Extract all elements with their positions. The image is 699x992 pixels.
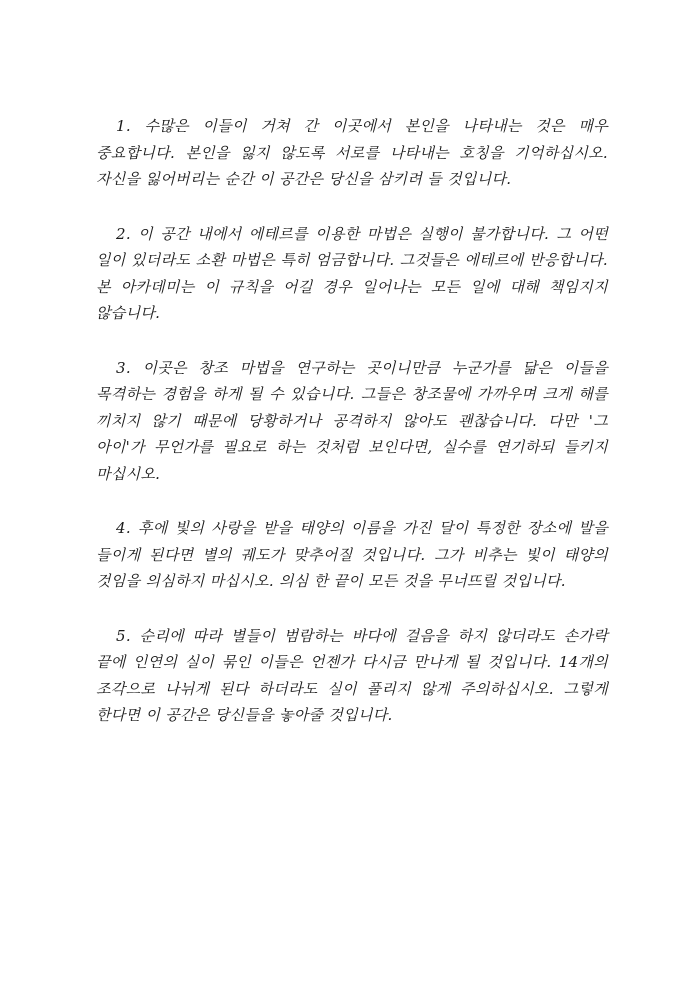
document-body <box>96 113 608 757</box>
rule-5-paragraph: 5. 순리에 따라 별들이 범람하는 바다에 걸음을 하지 않더라도 손가락 끝에 인연의 실이 묶인 이들은 언젠가 다시금 만나게 될 것입니다. 14개의 조각으로 나뉘게 된다 하더라도 실이 풀리지 않게 주의하십시오. 그렇게 한다면 이 공간은 당신들을 놓아줄 것입니다. <box>96 626 608 724</box>
rule-4-paragraph: 4. 후에 빛의 사랑을 받을 태양의 이름을 가진 달이 특정한 장소에 발을 들이게 된다면 별의 궤도가 맞추어질 것입니다. 그가 비추는 빛이 태양의 것임을 의심하지 마십시오. 의심 한 끝이 모든 것을 무너뜨릴 것입니다. <box>96 519 608 590</box>
rule-3-paragraph: 3. 이곳은 창조 마법을 연구하는 곳이니만큼 누군가를 닮은 이들을 목격하는 경험을 하게 될 수 있습니다. 그들은 창조물에 가까우며 크게 해를 끼치지 않기 때문에 당황하거나 공격하지 않아도 괜찮습니다. 다만 '그 아이'가 무언가를 필요로 하는 것처럼 보인다면, 실수를 연기하되 들키지 마십시오. <box>96 358 608 483</box>
rule-2-paragraph: 2. 이 공간 내에서 에테르를 이용한 마법은 실행이 불가합니다. 그 어떤 일이 있더라도 소환 마법은 특히 엄금합니다. 그것들은 에테르에 반응합니다. 본 아카데미는 이 규칙을 어길 경우 일어나는 모든 일에 대해 책임지지 않습니다. <box>96 224 608 322</box>
rule-1-paragraph: 1. 수많은 이들이 거쳐 간 이곳에서 본인을 나타내는 것은 매우 중요합니다. 본인을 잃지 않도록 서로를 나타내는 호칭을 기억하십시오. 자신을 잃어버리는 순간 이 공간은 당신을 삼키려 들 것입니다. <box>96 117 608 188</box>
